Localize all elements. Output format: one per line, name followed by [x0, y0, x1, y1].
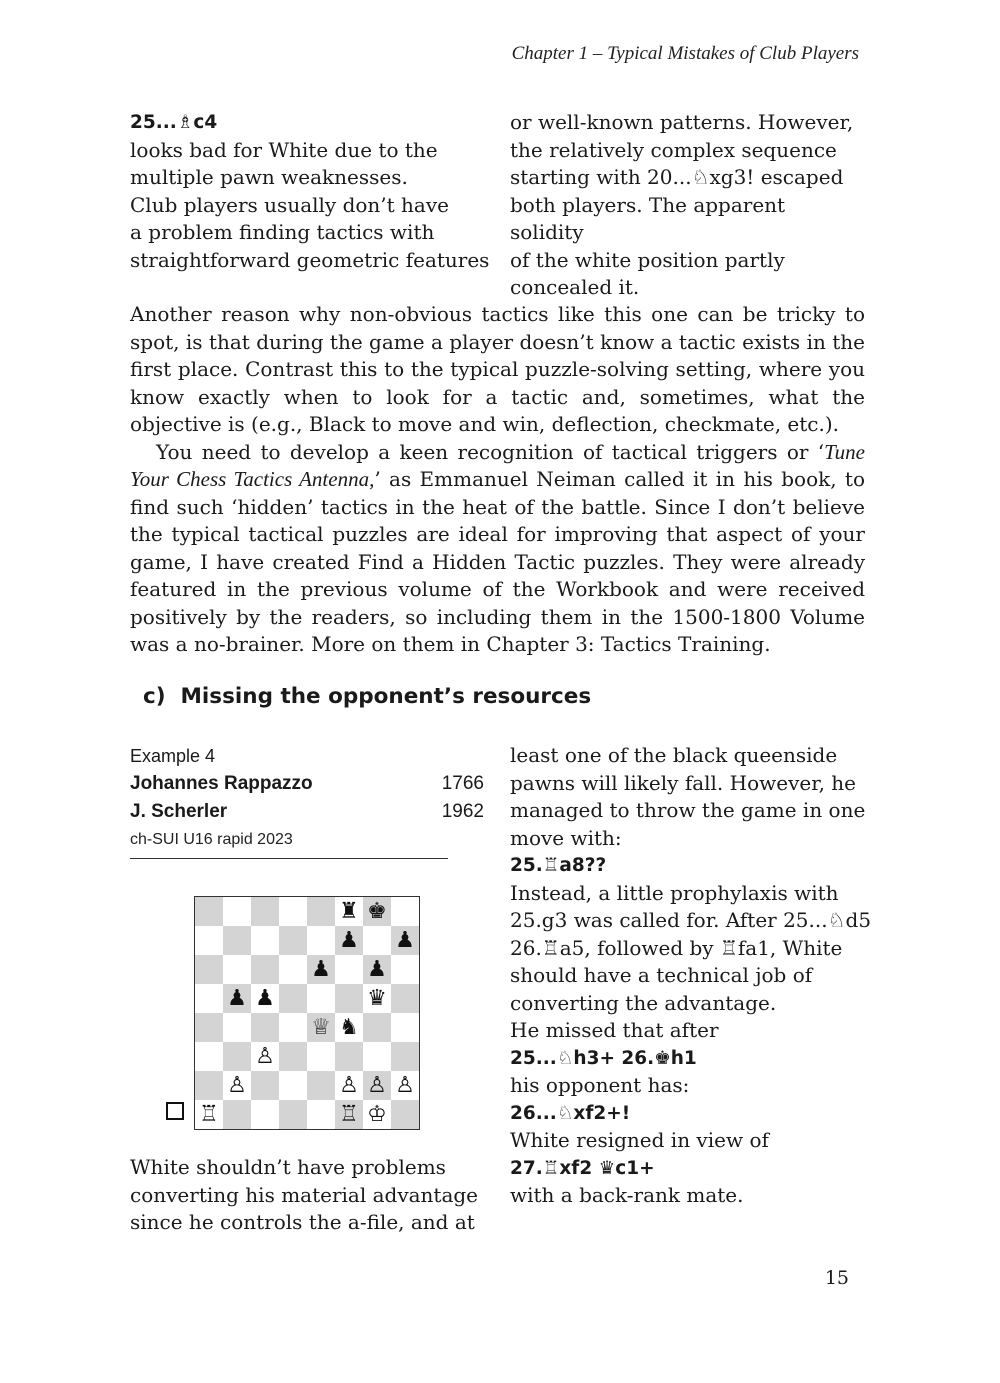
square-a3 — [195, 1042, 223, 1071]
black-player-rating: 1962 — [441, 801, 484, 822]
text-line: least one of the black queenside — [510, 743, 838, 767]
square-d1 — [279, 1100, 307, 1129]
square-f3 — [335, 1042, 363, 1071]
body-text — [130, 301, 865, 659]
square-e3 — [307, 1042, 335, 1071]
event-name: ch-SUI U16 rapid 2023 — [130, 831, 293, 848]
square-b4 — [223, 1013, 251, 1042]
chess-piece-h7: ♟ — [395, 928, 415, 953]
square-c8 — [251, 897, 279, 926]
square-b8 — [223, 897, 251, 926]
text-line: his opponent has: — [510, 1073, 690, 1097]
square-b1 — [223, 1100, 251, 1129]
square-e8 — [307, 897, 335, 926]
black-player-row — [130, 798, 484, 826]
chess-piece-g1: ♔ — [367, 1102, 387, 1127]
chess-piece-g6: ♟ — [367, 957, 387, 982]
text-line: of the white position partly — [510, 247, 785, 272]
text-line: with a back-rank mate. — [510, 1183, 744, 1207]
text-line: should have a technical job of — [510, 963, 813, 987]
chess-piece-b2: ♙ — [227, 1073, 247, 1098]
paragraph: Another reason why non-obvious tactics like this one can be tricky to spot, is that during the game a player doesn’t know a tactic exists in the first place. Contrast this to the typical puzzle-solving setting, where you know exactly when to look for a tactic and, sometimes, what the objective is (e.g., Black to move and win, deflection, checkmate, etc.). — [130, 302, 865, 436]
book-title: Tune Your Chess Tactics Antenna, — [130, 439, 865, 491]
square-a8 — [195, 897, 223, 926]
square-g3 — [363, 1042, 391, 1071]
paragraph-text: ’ as Emmanuel Neiman called it in his book, to find such ‘hidden’ tactics in the heat of the battle. Since I don’t believe the typical tactical puzzles are ideal for improving that aspect of your game, I have created Find a Hidden Tactic puzzles. They were already featured in the previous volume of the Workbook and were received positively by the readers, so including them in the 1500-1800 Volume was a no-brainer. More on them in Chapter 3: Tactics Training. — [130, 467, 865, 656]
chess-piece-f2: ♙ — [339, 1073, 359, 1098]
white-player-row — [130, 770, 484, 798]
chess-piece-c3: ♙ — [255, 1044, 275, 1069]
square-b7 — [223, 926, 251, 955]
move-notation: 27.♖xf2 ♛c1+ — [510, 1157, 655, 1179]
text-line: managed to throw the game in one — [510, 798, 866, 822]
chess-piece-b5: ♟ — [227, 986, 247, 1011]
black-player-name: J. Scherler — [130, 801, 228, 822]
chess-piece-g5: ♛ — [367, 986, 387, 1011]
move-notation: 25...♗c4 — [130, 112, 218, 133]
running-head: Chapter 1 – Typical Mistakes of Club Players — [511, 43, 859, 64]
square-e1 — [307, 1100, 335, 1129]
paragraph — [130, 439, 865, 659]
square-f5 — [335, 984, 363, 1013]
text-line: or well-known patterns. However, — [510, 110, 854, 134]
square-c7 — [251, 926, 279, 955]
square-h8 — [391, 897, 419, 926]
text-line: since he controls the a-file, and at — [130, 1210, 475, 1234]
section-heading: c) Missing the opponent’s resources — [143, 684, 592, 709]
square-e2 — [307, 1071, 335, 1100]
square-d6 — [279, 955, 307, 984]
top-left-column — [130, 109, 490, 274]
square-c4 — [251, 1013, 279, 1042]
square-e7 — [307, 926, 335, 955]
square-h1 — [391, 1100, 419, 1129]
white-player-rating: 1766 — [441, 773, 484, 794]
white-to-move-indicator — [166, 1102, 184, 1120]
square-b3 — [223, 1042, 251, 1071]
chess-piece-h2: ♙ — [395, 1073, 415, 1098]
text-line: move with: — [510, 825, 622, 850]
square-c6 — [251, 955, 279, 984]
square-d7 — [279, 926, 307, 955]
white-player-name: Johannes Rappazzo — [130, 773, 313, 794]
square-a2 — [195, 1071, 223, 1100]
text-line: straightforward geometric features — [130, 247, 490, 272]
top-right-column — [510, 109, 865, 302]
chess-piece-f1: ♖ — [339, 1102, 359, 1127]
text-line: 25.g3 was called for. After 25...♘d5 — [510, 908, 872, 932]
text-line: 26.♖a5, followed by ♖fa1, White — [510, 935, 843, 960]
square-g7 — [363, 926, 391, 955]
square-a6 — [195, 955, 223, 984]
chess-piece-a1: ♖ — [199, 1102, 219, 1127]
text-line: He missed that after — [510, 1018, 719, 1042]
text-line: a problem finding tactics with — [130, 220, 435, 244]
square-d5 — [279, 984, 307, 1013]
chess-piece-e4: ♕ — [311, 1015, 331, 1040]
text-line: Club players usually don’t have — [130, 192, 449, 217]
text-line: starting with 20...♘xg3! escaped — [510, 165, 844, 189]
chess-piece-g8: ♚ — [367, 899, 387, 924]
square-h4 — [391, 1013, 419, 1042]
square-a4 — [195, 1013, 223, 1042]
square-g4 — [363, 1013, 391, 1042]
square-f6 — [335, 955, 363, 984]
text-line: both players. The apparent solidity — [510, 192, 786, 244]
text-line: converting the advantage. — [510, 990, 777, 1015]
square-e5 — [307, 984, 335, 1013]
square-h6 — [391, 955, 419, 984]
square-d2 — [279, 1071, 307, 1100]
square-c1 — [251, 1100, 279, 1129]
paragraph-text: You need to develop a keen recognition of tactical triggers or ‘ — [156, 439, 825, 464]
chess-piece-f4: ♞ — [339, 1015, 359, 1040]
chess-piece-e6: ♟ — [311, 957, 331, 982]
example-header — [130, 743, 484, 854]
square-h3 — [391, 1042, 419, 1071]
square-d8 — [279, 897, 307, 926]
text-line: multiple pawn weaknesses. — [130, 165, 408, 189]
square-d4 — [279, 1013, 307, 1042]
square-h5 — [391, 984, 419, 1013]
text-line: White resigned in view of — [510, 1128, 769, 1152]
chess-piece-c5: ♟ — [255, 986, 275, 1011]
square-a7 — [195, 926, 223, 955]
chess-piece-f7: ♟ — [339, 928, 359, 953]
page-number: 15 — [824, 1267, 849, 1289]
move-notation: 25...♘h3+ 26.♚h1 — [510, 1047, 697, 1069]
square-d3 — [279, 1042, 307, 1071]
game-notes-column — [510, 742, 872, 1210]
example-label: Example 4 — [130, 746, 216, 766]
chess-piece-g2: ♙ — [367, 1073, 387, 1098]
square-c2 — [251, 1071, 279, 1100]
move-notation: 25.♖a8?? — [510, 855, 607, 876]
text-line: pawns will likely fall. However, he — [510, 770, 857, 795]
chess-piece-f8: ♜ — [339, 899, 359, 924]
example-divider — [130, 858, 448, 859]
text-line: Instead, a little prophylaxis with — [510, 880, 839, 905]
text-line: White shouldn’t have problems — [130, 1155, 446, 1179]
text-line: looks bad for White due to the — [130, 137, 438, 162]
square-b6 — [223, 955, 251, 984]
text-line: converting his material advantage — [130, 1182, 479, 1207]
bottom-left-column — [130, 1154, 480, 1237]
square-a5 — [195, 984, 223, 1013]
chess-board — [194, 896, 420, 1130]
text-line: the relatively complex sequence — [510, 137, 837, 162]
move-notation: 26...♘xf2+! — [510, 1102, 631, 1124]
text-line: concealed it. — [510, 275, 640, 299]
